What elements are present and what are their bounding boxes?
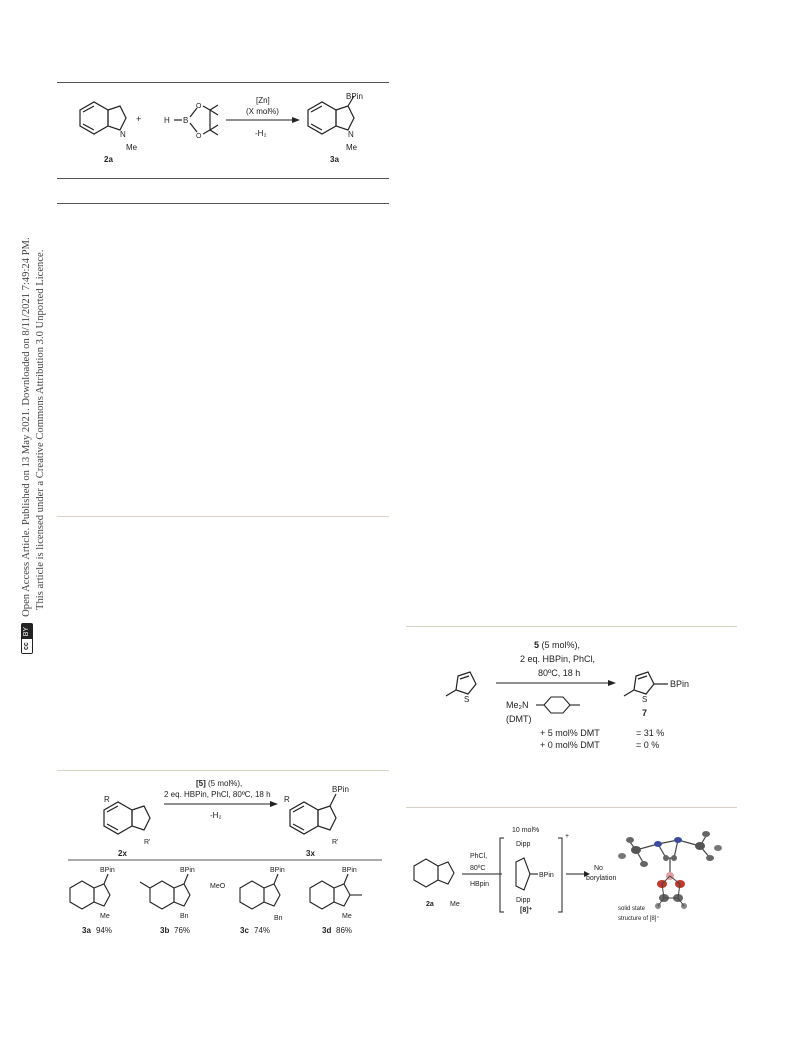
product-bpin-label: BPin bbox=[346, 92, 363, 101]
cc-by-logo: ccBY bbox=[21, 623, 33, 654]
product-3d bbox=[310, 867, 362, 935]
h2-byproduct: -H₂ bbox=[255, 129, 267, 138]
result-2-label: + 0 mol% DMT bbox=[540, 740, 600, 750]
svg-text:3a: 3a bbox=[82, 926, 91, 935]
table-mid-rule bbox=[57, 178, 389, 179]
result-2-value: = 0 % bbox=[636, 740, 660, 750]
product-n-label: N bbox=[348, 130, 354, 139]
condition-line-2: 2 eq. HBPin, PhCl, 80ºC, 18 h bbox=[164, 790, 271, 799]
condition-2: 80ºC bbox=[470, 865, 486, 872]
compound-2a-label: 2a bbox=[104, 155, 113, 164]
product-s-atom: S bbox=[642, 695, 648, 704]
catalyst-label: [Zn] bbox=[256, 96, 270, 105]
bracket-right bbox=[558, 838, 562, 912]
license-line-1 bbox=[20, 237, 34, 654]
arrowhead bbox=[292, 117, 300, 123]
svg-text:94%: 94% bbox=[96, 926, 113, 935]
license-sidebar bbox=[0, 192, 46, 662]
plus-sign: + bbox=[136, 114, 142, 124]
svg-text:3c: 3c bbox=[240, 926, 249, 935]
compound-2x-label: 2x bbox=[118, 849, 127, 858]
svg-text:BPin: BPin bbox=[180, 867, 195, 874]
result-line-1: No bbox=[594, 865, 603, 872]
scheme-control-experiment bbox=[408, 818, 738, 938]
svg-text:Me: Me bbox=[100, 913, 110, 920]
svg-text:Bn: Bn bbox=[274, 915, 283, 922]
compound-3a-label: 3a bbox=[330, 155, 339, 164]
thiophene-product-structure bbox=[624, 672, 668, 696]
product-r-prime: R' bbox=[332, 839, 339, 846]
loading-label: (X mol%) bbox=[246, 107, 279, 116]
cation-charge: + bbox=[565, 833, 570, 840]
o-atom-top: O bbox=[196, 103, 202, 110]
result-1-label: + 5 mol% DMT bbox=[540, 728, 600, 738]
divider-rule-3 bbox=[57, 770, 389, 771]
product-3c bbox=[210, 867, 285, 935]
scheme-substrate-scope bbox=[60, 776, 400, 936]
xray-caption-2: structure of [8]⁺ bbox=[618, 916, 660, 922]
svg-text:BPin: BPin bbox=[270, 867, 285, 874]
svg-text:BPin: BPin bbox=[342, 867, 357, 874]
svg-text:74%: 74% bbox=[254, 926, 271, 935]
svg-text:Bn: Bn bbox=[180, 913, 189, 920]
product-3b bbox=[140, 867, 195, 935]
indole-2a-structure bbox=[414, 859, 454, 887]
b-atom: B bbox=[183, 116, 189, 125]
product-me-label: Me bbox=[346, 143, 358, 152]
xray-caption-1: solid state bbox=[618, 906, 646, 912]
compound-7-label: 7 bbox=[642, 708, 648, 718]
arrowhead bbox=[270, 801, 278, 807]
product-r-substituent: R bbox=[284, 795, 290, 804]
n-label: N bbox=[120, 130, 126, 139]
r-substituent: R bbox=[104, 795, 110, 804]
divider-rule-1 bbox=[57, 516, 389, 517]
license-line-2: This article is licensed under a Creative Commons Attribution 3.0 Unported Licence. bbox=[35, 249, 46, 610]
scheme-zn-borylation bbox=[60, 88, 400, 178]
svg-text:3d: 3d bbox=[322, 926, 332, 935]
me-label: Me bbox=[126, 143, 138, 152]
r-prime-substituent: R' bbox=[144, 839, 151, 846]
svg-text:86%: 86% bbox=[336, 926, 353, 935]
imidazolium-structure bbox=[516, 858, 538, 890]
bracket-left bbox=[500, 838, 504, 912]
svg-text:Me: Me bbox=[342, 913, 352, 920]
svg-text:76%: 76% bbox=[174, 926, 191, 935]
condition-line-2: 2 eq. HBPin, PhCl, bbox=[520, 654, 596, 664]
published-text: Open Access Article. Published on 13 May 2021. Downloaded on 8/11/2021 7:49:24 PM. bbox=[21, 237, 32, 617]
methylthiophene-structure bbox=[446, 672, 476, 696]
product-3x-structure bbox=[290, 794, 336, 834]
dmt-structure bbox=[536, 697, 580, 713]
compound-3x-label: 3x bbox=[306, 849, 315, 858]
result-line-2: borylation bbox=[586, 875, 617, 882]
catalyst-loading: 10 mol% bbox=[512, 827, 540, 834]
table-top-rule bbox=[57, 82, 389, 83]
condition-1: PhCl, bbox=[470, 853, 488, 860]
arrowhead bbox=[608, 680, 616, 686]
condition-line-3: 80ºC, 18 h bbox=[538, 668, 581, 678]
dipp-top: Dipp bbox=[516, 841, 531, 848]
o-atom-bottom: O bbox=[196, 133, 202, 140]
product-3a bbox=[70, 867, 115, 935]
reactant-s-atom: S bbox=[464, 695, 470, 704]
result-1-value: = 31 % bbox=[636, 728, 665, 738]
svg-text:BPin: BPin bbox=[100, 867, 115, 874]
compound-2a-label: 2a bbox=[426, 901, 434, 908]
dipp-bottom: Dipp bbox=[516, 897, 531, 904]
divider-rule-2 bbox=[406, 626, 737, 627]
condition-3: HBpin bbox=[470, 881, 490, 888]
condition-line-1: 5 (5 mol%), bbox=[534, 640, 581, 650]
svg-text:3b: 3b bbox=[160, 926, 170, 935]
h-atom: H bbox=[164, 116, 170, 125]
indole-2x-structure bbox=[104, 802, 150, 834]
divider-rule-4 bbox=[406, 807, 737, 808]
xray-structure-image bbox=[618, 831, 722, 909]
dmt-name: (DMT) bbox=[506, 714, 532, 724]
me-label: Me bbox=[450, 901, 460, 908]
table-bottom-rule bbox=[57, 203, 389, 204]
cation-bpin-label: BPin bbox=[539, 872, 554, 879]
dmt-label: Me₂N bbox=[506, 700, 529, 710]
product-bpin-label: BPin bbox=[332, 785, 349, 794]
license-text bbox=[20, 237, 48, 654]
product-bpin-label: BPin bbox=[670, 679, 690, 689]
condition-line-1: [5] (5 mol%), bbox=[196, 779, 243, 788]
h2-byproduct: -H₂ bbox=[210, 811, 222, 820]
cation-8-label: [8]⁺ bbox=[520, 907, 533, 914]
product-3a-structure bbox=[308, 96, 354, 134]
scheme-thiophene-borylation bbox=[408, 636, 738, 756]
svg-text:MeO: MeO bbox=[210, 883, 226, 890]
